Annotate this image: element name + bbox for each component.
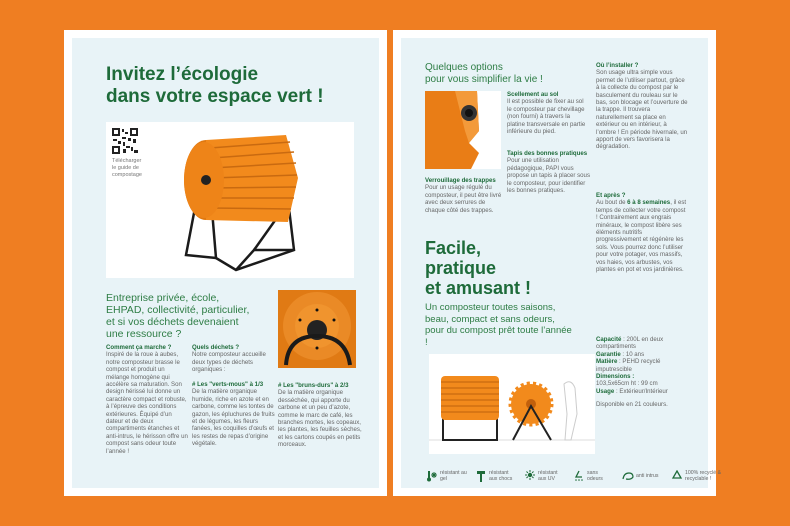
feature-odor: [573, 470, 615, 482]
sun-icon: [524, 470, 536, 482]
left-page: [64, 30, 387, 496]
intro-line: EHPAD, collectivité, particulier,: [106, 304, 250, 316]
spec-value: : Extérieur/Intérieur: [614, 387, 668, 395]
green-waste-heading: # Les "verts-mous" à 1/3: [192, 381, 264, 389]
options-title: [425, 62, 543, 86]
mat-body: Pour une utilisation pédagogique, PAPI vous propose un tapis à placer sous le composteur, pour identifier les bonnes pratiques.: [507, 157, 590, 195]
lock-body: Pour un usage régulé du composteur, il peut être livré avec deux serrures de chaque côté des trappes.: [425, 184, 502, 214]
options-title-line: Quelques options: [425, 62, 503, 73]
feature-label: anti intrus: [636, 473, 659, 479]
how-it-works: [106, 344, 188, 455]
title-line-1: Invitez l’écologie: [106, 64, 259, 85]
brown-waste: [278, 382, 362, 449]
spec-label: Matière: [596, 358, 618, 366]
waste-intro: Notre composteur accueille deux types de déchets organiques :: [192, 351, 266, 374]
feature-shock: [475, 470, 517, 482]
lock-option: [425, 177, 505, 214]
right-page: [393, 30, 722, 496]
options-title-line: pour vous simplifier la vie !: [425, 74, 543, 85]
spec-colors: Disponible en 21 couleurs.: [596, 401, 668, 409]
after-body-pre: Au bout de: [596, 199, 628, 207]
after-body-post: , il est temps de collecter votre compost ! Contrairement aux engrais minéraux, le compost libère ses éléments nutritifs progressivement et régénère les sols. Vous pourrez donc l’utiliser pour votre potager, vos massifs, vos haies, vos arbustes, vos plantes en pot et vos jardinières.: [596, 199, 687, 274]
feature-label: résistant au gel: [440, 470, 467, 482]
anchoring-body: Il est possible de fixer au sol le composteur par chevillage (non fourni) à travers la platine transversale en partie inférieure du pied.: [507, 98, 586, 136]
where-body: Son usage ultra simple vous permet de l’utiliser partout, grâce à la collecte du compost par le basculement du rouleau sur le bas, son blocage et l’ouverture de la trappe. Il trouvera naturellement sa place en extérieur ou en intérieur, à l’ombre ! En période hivernale, un apport de vers favorisera la dégradation.: [596, 69, 688, 151]
rat-icon: [622, 470, 634, 482]
spec-label: Usage: [596, 387, 615, 395]
nose-icon: [573, 470, 585, 482]
after-section: [596, 192, 688, 273]
lock-heading: Verrouillage des trappes: [425, 177, 496, 184]
anchoring-option: [507, 91, 589, 135]
qr-label: [112, 158, 142, 179]
spec-value: : 200L en deux compartiments: [596, 336, 664, 351]
after-body-bold: 6 à 8 semaines: [627, 199, 671, 207]
lock-illustration: [425, 91, 501, 169]
feature-recycle: [671, 470, 729, 482]
spec-value: : 10 ans: [620, 350, 645, 358]
spec-label: Garantie: [596, 350, 621, 358]
qr-label-line: Télécharger: [112, 158, 142, 164]
feature-label: sans odeurs: [587, 470, 603, 482]
main-title: [106, 64, 324, 108]
how-heading: Comment ça marche ?: [106, 344, 172, 351]
fun-title-line: pratique: [425, 258, 497, 278]
qr-code-icon[interactable]: [112, 128, 138, 154]
where-install: [596, 62, 688, 151]
lock-photo: [425, 91, 501, 169]
hub-illustration: [278, 290, 356, 368]
spec-usage: [596, 388, 688, 395]
mat-heading: Tapis des bonnes pratiques: [507, 150, 588, 157]
fun-title-line: et amusant !: [425, 278, 532, 298]
spec-value: : PEHD recyclé imputrescible: [596, 358, 661, 373]
qr-label-line: compostage: [112, 172, 142, 178]
intro-text: [106, 292, 286, 340]
fun-title-line: Facile,: [425, 238, 482, 258]
spec-capacity: [596, 336, 688, 351]
specs: [596, 336, 688, 409]
spec-dimensions: [596, 373, 688, 388]
feature-icons: [426, 470, 729, 482]
hammer-icon: [475, 470, 487, 482]
right-panel: [401, 38, 722, 488]
fun-title: [425, 238, 531, 298]
intro-line: et si vos déchets devenaient: [106, 316, 239, 328]
thermometer-snow-icon: [426, 470, 438, 482]
feature-frost: [426, 470, 468, 482]
product-photo: [106, 122, 354, 278]
left-panel: [72, 38, 379, 488]
side-view-photo: [429, 354, 595, 454]
feature-label: résistant aux UV: [538, 470, 558, 482]
after-heading: Et après ?: [596, 192, 626, 199]
brown-waste-heading: # Les "bruns-durs" à 2/3: [278, 382, 349, 389]
waste-heading: Quels déchets ?: [192, 344, 240, 351]
spec-warranty: [596, 351, 688, 358]
intro-line: une ressource ?: [106, 328, 182, 340]
which-waste: [192, 344, 278, 448]
mat-option: [507, 150, 591, 194]
where-heading: Où l’installer ?: [596, 62, 639, 69]
how-body: Inspiré de la roue à aubes, notre composteur brasse le compost et produit un mélange homogène qui accélère sa maturation. Son design hérissé lui donne un caractère compact et robuste, à l’épreuve des conditions extérieures. Équipé d’un dateur et de deux compartiments étanches et anti-intrus, le hérisson offre un compost sans odeur toute l’année !: [106, 351, 188, 455]
feature-label: résistant aux chocs: [489, 470, 513, 482]
spec-label: Capacité: [596, 336, 622, 343]
green-waste-body: De la matière organique humide, riche en azote et en carbone, comme les tontes de gazon, les épluchures de fruits et de légumes, les fleurs fanées, les coquilles d’œufs et les restes de repas d’origine végétale.: [192, 388, 275, 448]
fun-subtitle: Un composteur toutes saisons, beau, compact et sans odeurs, pour du compost prêt toute l’année !: [425, 302, 572, 348]
recycle-icon: [671, 470, 683, 482]
feature-uv: [524, 470, 566, 482]
spec-value: 103,5x65cm ht : 99 cm: [596, 380, 658, 388]
anchoring-heading: Scellement au sol: [507, 91, 559, 98]
side-view-illustration: [429, 354, 595, 454]
hub-photo: [278, 290, 356, 368]
intro-line: Entreprise privée, école,: [106, 292, 220, 304]
feature-label: 100% recyclé & recyclable !: [685, 470, 722, 482]
qr-label-line: le guide de: [112, 165, 139, 171]
feature-anti-intrus: [622, 470, 664, 482]
title-line-2: dans votre espace vert !: [106, 86, 324, 107]
brown-waste-body: De la matière organique desséchée, qui apporte du carbone et un peu d’azote, comme le marc de café, les branches mortes, les copeaux, les plantes, les feuilles sèches, et les cartons coupés en petits morceaux.: [278, 389, 362, 449]
spec-material: [596, 358, 688, 373]
spec-label: Dimensions :: [596, 373, 635, 381]
composter-illustration: [176, 130, 306, 272]
